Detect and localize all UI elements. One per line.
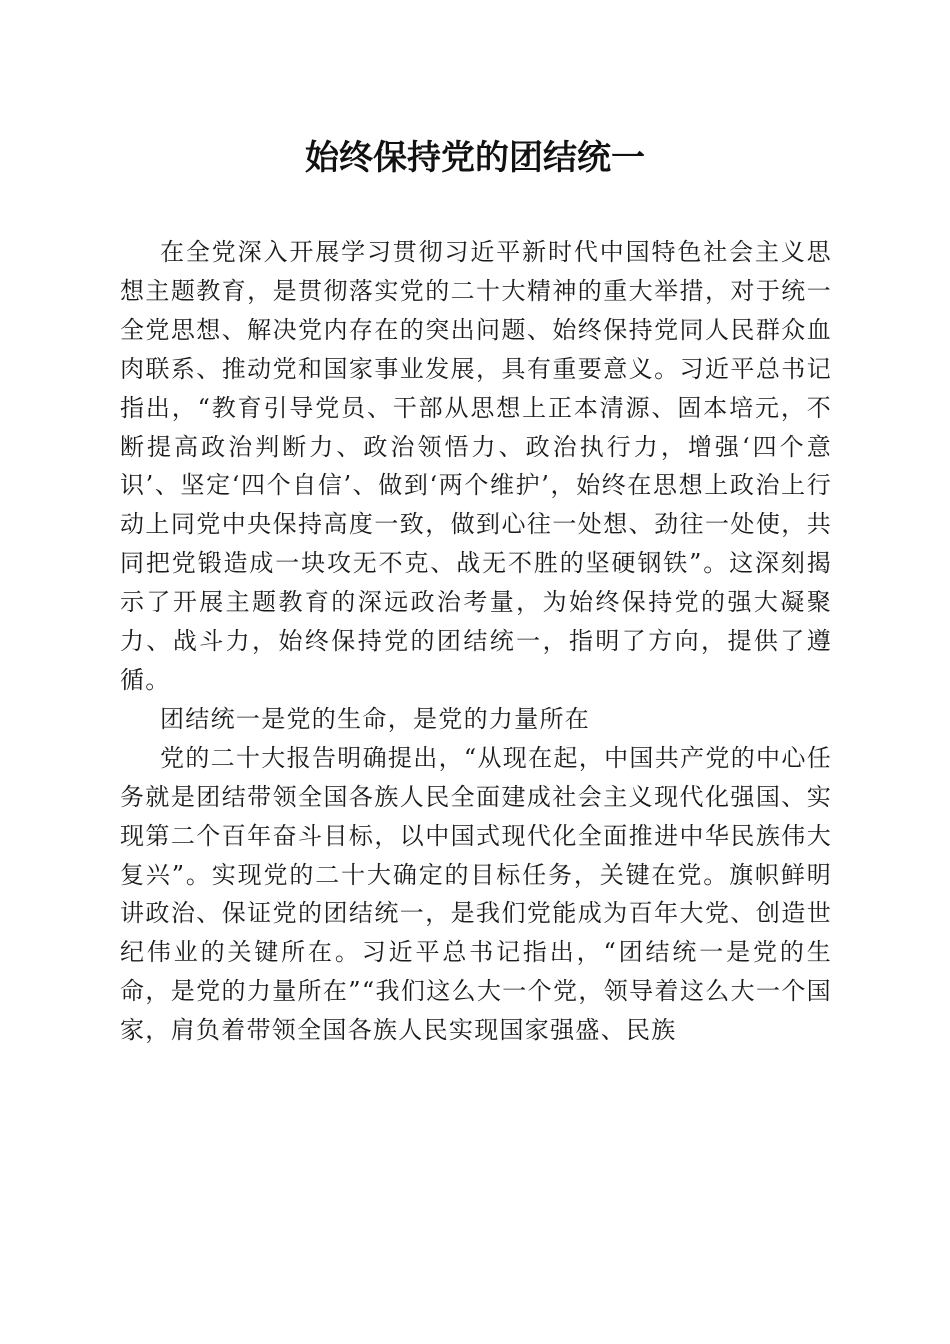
paragraph-intro: 在全党深入开展学习贯彻习近平新时代中国特色社会主义思想主题教育，是贯彻落实党的二十大精神的重大举措，对于统一全党思想、解决党内存在的突出问题、始终保持党同人民群众血肉联系、推动党和国家事业发展，具有重要意义。习近平总书记指出，“教育引导党员、干部从思想上正本清源、固本培元，不断提高政治判断力、政治领悟力、政治执行力，增强‘四个意识’、坚定‘四个自信’、做到‘两个维护’，始终在思想上政治上行动上同党中央保持高度一致，做到心往一处想、劲往一处使，共同把党锻造成一块攻无不克、战无不胜的坚硬钢铁”。这深刻揭示了开展主题教育的深远政治考量，为始终保持党的强大凝聚力、战斗力，始终保持党的团结统一，指明了方向，提供了遵循。 xyxy=(120,238,832,694)
document-title: 始终保持党的团结统一 xyxy=(305,138,645,178)
paragraph-section-1: 党的二十大报告明确提出，“从现在起，中国共产党的中心任务就是团结带领全国各族人民全面建成社会主义现代化强国、实现第二个百年奋斗目标，以中国式现代化全面推进中华民族伟大复兴”。实现党的二十大确定的目标任务，关键在党。旗帜鲜明讲政治、保证党的团结统一，是我们党能成为百年大党、创造世纪伟业的关键所在。习近平总书记指出，“团结统一是党的生命，是党的力量所在”“我们这么大一个党，领导着这么大一个国家，肩负着带领全国各族人民实现国家强盛、民族 xyxy=(120,743,832,1045)
section-heading: 团结统一是党的生命，是党的力量所在 xyxy=(160,704,591,733)
document-body xyxy=(120,233,832,1050)
